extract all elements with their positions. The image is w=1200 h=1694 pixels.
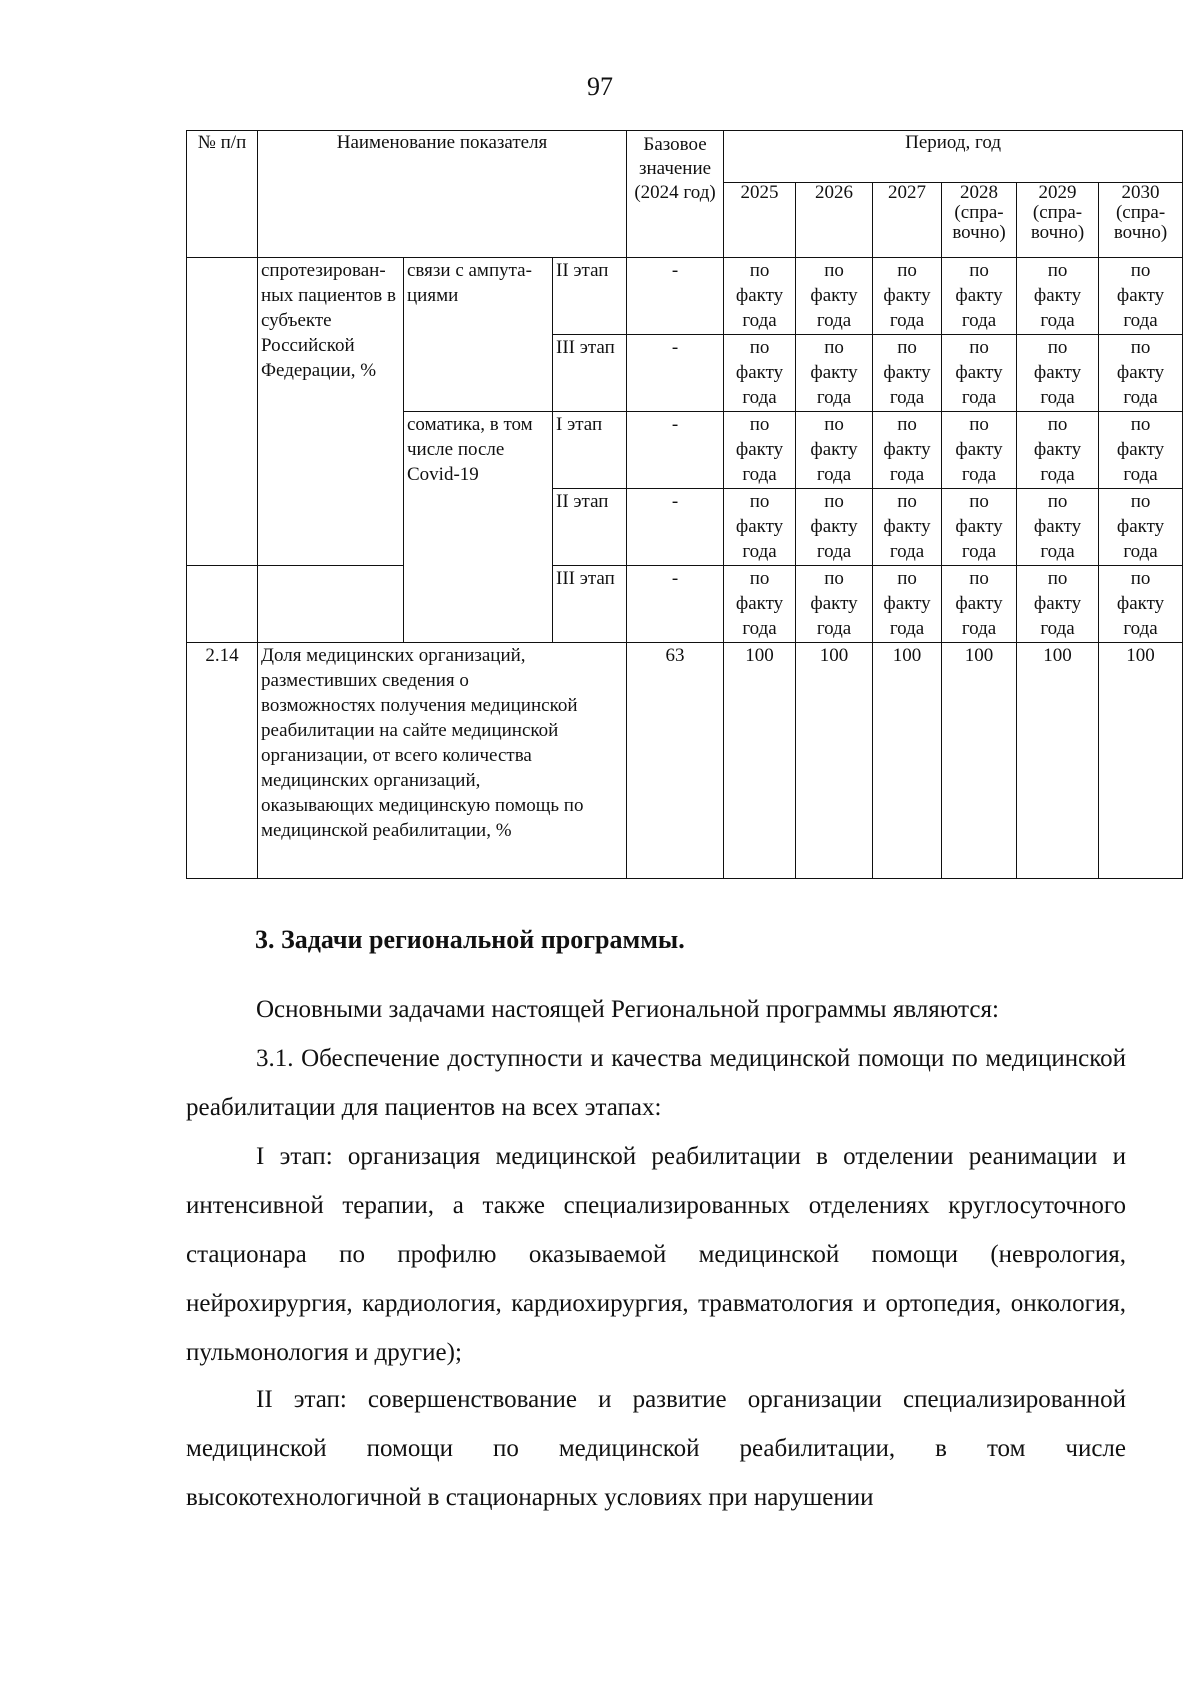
fact-text: факту bbox=[810, 362, 858, 383]
year-2026: 2026 bbox=[796, 183, 873, 258]
fact-text: года bbox=[889, 387, 925, 408]
fact-cell bbox=[873, 566, 942, 643]
fact-text: по bbox=[824, 337, 844, 358]
fact-text: факту bbox=[883, 516, 931, 537]
row-num-214: 2.14 bbox=[187, 643, 258, 879]
fact-text: года bbox=[1123, 387, 1158, 408]
fact-text: года bbox=[1040, 387, 1075, 408]
fact-text: по bbox=[1047, 337, 1068, 358]
fact-text: факту bbox=[883, 362, 931, 383]
fact-text: по bbox=[969, 260, 989, 281]
fact-cell bbox=[1017, 412, 1099, 489]
fact-text: факту bbox=[735, 516, 784, 537]
header-num: № п/п bbox=[187, 131, 258, 258]
fact-text: по bbox=[749, 414, 770, 435]
base-value: - bbox=[627, 566, 724, 643]
fact-cell bbox=[724, 566, 796, 643]
fact-text: факту bbox=[1033, 285, 1082, 306]
value-2030: 100 bbox=[1099, 643, 1183, 879]
header-name: Наименование показателя bbox=[258, 131, 627, 258]
indicators-table bbox=[186, 130, 1183, 879]
row-num-empty bbox=[187, 566, 258, 643]
fact-text: факту bbox=[955, 593, 1003, 614]
fact-text: по bbox=[1130, 414, 1151, 435]
fact-text: факту bbox=[955, 516, 1003, 537]
fact-text: года bbox=[961, 310, 997, 331]
value-2029: 100 bbox=[1017, 643, 1099, 879]
year-2029: 2029 (спра-вочно) bbox=[1017, 183, 1099, 258]
fact-text: факту bbox=[1116, 593, 1165, 614]
fact-text: факту bbox=[735, 362, 784, 383]
base-value-214: 63 bbox=[627, 643, 724, 879]
fact-text: по bbox=[1047, 260, 1068, 281]
fact-text: по bbox=[1130, 491, 1151, 512]
fact-text: года bbox=[889, 310, 925, 331]
fact-cell bbox=[942, 566, 1017, 643]
base-value: - bbox=[627, 258, 724, 335]
stage-label: II этап bbox=[553, 258, 627, 335]
fact-cell bbox=[724, 258, 796, 335]
intro-text: Основными задачами настоящей Региональной программы являются: bbox=[256, 996, 999, 1023]
fact-text: факту bbox=[735, 285, 784, 306]
fact-cell bbox=[1099, 489, 1183, 566]
fact-text: факту bbox=[810, 439, 858, 460]
paragraph-stage-1 bbox=[186, 1132, 1126, 1377]
paragraph-3-1-text: 3.1. Обеспечение доступности и качества медицинской помощи по медицинской реабилитации для пациентов на всех этапах: bbox=[186, 1045, 1126, 1121]
section-heading: 3. Задачи региональной программы. bbox=[255, 925, 685, 954]
base-value: - bbox=[627, 489, 724, 566]
fact-cell bbox=[1017, 335, 1099, 412]
fact-text: по bbox=[897, 337, 917, 358]
paragraph-3-1 bbox=[186, 1034, 1126, 1132]
fact-text: факту bbox=[955, 285, 1003, 306]
page-number: 97 bbox=[587, 72, 613, 101]
fact-text: по bbox=[1047, 568, 1068, 589]
year-2028: 2028 (спра-вочно) bbox=[942, 183, 1017, 258]
group-label: спротезирован-ных пациентов в субъекте Российской Федерации, % bbox=[258, 258, 404, 566]
fact-cell bbox=[873, 412, 942, 489]
fact-text: по bbox=[749, 337, 770, 358]
fact-text: по bbox=[1130, 568, 1151, 589]
intro-paragraph bbox=[186, 985, 1126, 1034]
table-row bbox=[187, 566, 1183, 643]
paragraph-stage-1-text: I этап: организация медицинской реабилитации в отделении реанимации и интенсивной терапии, а также специализированных отделениях круглосуточного стационара по профилю оказываемой медицинской помощи (неврология, нейрохирургия, кардиология, кардиохирургия, травматология и ортопедия, онкология, пульмонология и другие); bbox=[186, 1143, 1126, 1366]
fact-text: года bbox=[1040, 310, 1075, 331]
fact-text: по bbox=[1130, 337, 1151, 358]
fact-text: факту bbox=[1116, 439, 1165, 460]
fact-text: факту bbox=[955, 362, 1003, 383]
year-2025: 2025 bbox=[724, 183, 796, 258]
fact-text: факту bbox=[810, 285, 858, 306]
fact-cell bbox=[1099, 258, 1183, 335]
fact-text: по bbox=[1130, 260, 1151, 281]
fact-cell bbox=[724, 412, 796, 489]
fact-text: года bbox=[1123, 541, 1158, 562]
base-value: - bbox=[627, 412, 724, 489]
table-row bbox=[187, 258, 1183, 335]
fact-cell bbox=[873, 335, 942, 412]
fact-cell bbox=[1099, 335, 1183, 412]
subgroup-somatics: соматика, в том числе после Covid-19 bbox=[404, 412, 553, 643]
fact-cell bbox=[942, 335, 1017, 412]
fact-text: года bbox=[816, 618, 852, 639]
fact-cell bbox=[1017, 258, 1099, 335]
fact-text: года bbox=[816, 541, 852, 562]
value-2028: 100 bbox=[942, 643, 1017, 879]
fact-text: факту bbox=[735, 593, 784, 614]
value-2027: 100 bbox=[873, 643, 942, 879]
fact-text: факту bbox=[955, 439, 1003, 460]
fact-cell bbox=[1099, 412, 1183, 489]
fact-text: года bbox=[1040, 618, 1075, 639]
fact-text: факту bbox=[1033, 593, 1082, 614]
fact-text: года bbox=[1123, 310, 1158, 331]
fact-text: года bbox=[742, 618, 777, 639]
fact-text: по bbox=[1047, 414, 1068, 435]
year-2030: 2030 (спра-вочно) bbox=[1099, 183, 1183, 258]
fact-cell bbox=[1099, 566, 1183, 643]
value-2025: 100 bbox=[724, 643, 796, 879]
fact-text: по bbox=[824, 414, 844, 435]
fact-text: по bbox=[969, 337, 989, 358]
fact-text: по bbox=[897, 414, 917, 435]
stage-label: III этап bbox=[553, 335, 627, 412]
fact-cell bbox=[724, 335, 796, 412]
fact-cell bbox=[942, 489, 1017, 566]
fact-text: по bbox=[897, 491, 917, 512]
fact-text: факту bbox=[1033, 516, 1082, 537]
fact-text: факту bbox=[735, 439, 784, 460]
fact-text: факту bbox=[1116, 362, 1165, 383]
fact-text: года bbox=[889, 541, 925, 562]
fact-text: по bbox=[969, 568, 989, 589]
fact-text: факту bbox=[1033, 362, 1082, 383]
fact-text: года bbox=[742, 464, 777, 485]
row-num-empty bbox=[187, 258, 258, 566]
header-base: Базовое значение (2024 год) bbox=[627, 131, 724, 258]
fact-text: года bbox=[961, 618, 997, 639]
paragraph-stage-2-text: II этап: совершенствование и развитие организации специализированной медицинской помощи по медицинской реабилитации, в том числе высокотехнологичной в стационарных условиях при нарушении bbox=[186, 1386, 1126, 1511]
base-value: - bbox=[627, 335, 724, 412]
year-2027: 2027 bbox=[873, 183, 942, 258]
fact-text: года bbox=[816, 387, 852, 408]
value-2026: 100 bbox=[796, 643, 873, 879]
fact-text: по bbox=[824, 491, 844, 512]
fact-text: года bbox=[961, 464, 997, 485]
paragraph-stage-2 bbox=[186, 1375, 1126, 1522]
fact-text: по bbox=[824, 568, 844, 589]
fact-text: года bbox=[1040, 541, 1075, 562]
fact-text: по bbox=[897, 260, 917, 281]
fact-text: факту bbox=[1116, 285, 1165, 306]
fact-text: факту bbox=[1116, 516, 1165, 537]
fact-text: по bbox=[749, 568, 770, 589]
fact-text: года bbox=[961, 387, 997, 408]
fact-cell bbox=[873, 489, 942, 566]
subgroup-amputation: связи с ампута-циями bbox=[404, 258, 553, 412]
fact-text: года bbox=[816, 310, 852, 331]
fact-text: года bbox=[742, 387, 777, 408]
fact-cell bbox=[796, 258, 873, 335]
fact-text: по bbox=[749, 491, 770, 512]
fact-text: по bbox=[749, 260, 770, 281]
fact-cell bbox=[1017, 489, 1099, 566]
fact-text: года bbox=[1040, 464, 1075, 485]
fact-text: года bbox=[889, 618, 925, 639]
fact-text: года bbox=[1123, 618, 1158, 639]
fact-text: года bbox=[1123, 464, 1158, 485]
fact-text: года bbox=[816, 464, 852, 485]
fact-cell bbox=[796, 566, 873, 643]
fact-text: по bbox=[969, 414, 989, 435]
fact-text: по bbox=[824, 260, 844, 281]
fact-cell bbox=[873, 258, 942, 335]
fact-text: года bbox=[742, 541, 777, 562]
fact-text: года bbox=[889, 464, 925, 485]
fact-cell bbox=[1017, 566, 1099, 643]
fact-text: года bbox=[742, 310, 777, 331]
fact-text: факту bbox=[883, 593, 931, 614]
fact-cell bbox=[942, 258, 1017, 335]
group-label-empty bbox=[258, 566, 404, 643]
fact-text: факту bbox=[883, 439, 931, 460]
fact-cell bbox=[724, 489, 796, 566]
fact-cell bbox=[796, 335, 873, 412]
fact-text: по bbox=[969, 491, 989, 512]
fact-text: года bbox=[961, 541, 997, 562]
fact-text: факту bbox=[810, 516, 858, 537]
fact-text: факту bbox=[810, 593, 858, 614]
row-name-214: Доля медицинских организаций, разместивших сведения о возможностях получения медицинской реабилитации на сайте медицинской организации, от всего количества медицинских организаций, оказывающих медицинскую помощь по медицинской реабилитации, % bbox=[258, 643, 627, 879]
fact-text: по bbox=[1047, 491, 1068, 512]
table-row bbox=[187, 643, 1183, 879]
fact-cell bbox=[796, 489, 873, 566]
fact-cell bbox=[796, 412, 873, 489]
fact-text: факту bbox=[883, 285, 931, 306]
fact-cell bbox=[942, 412, 1017, 489]
stage-label: III этап bbox=[553, 566, 627, 643]
stage-label: I этап bbox=[553, 412, 627, 489]
fact-text: по bbox=[897, 568, 917, 589]
fact-text: факту bbox=[1033, 439, 1082, 460]
stage-label: II этап bbox=[553, 489, 627, 566]
header-period: Период, год bbox=[724, 131, 1183, 183]
